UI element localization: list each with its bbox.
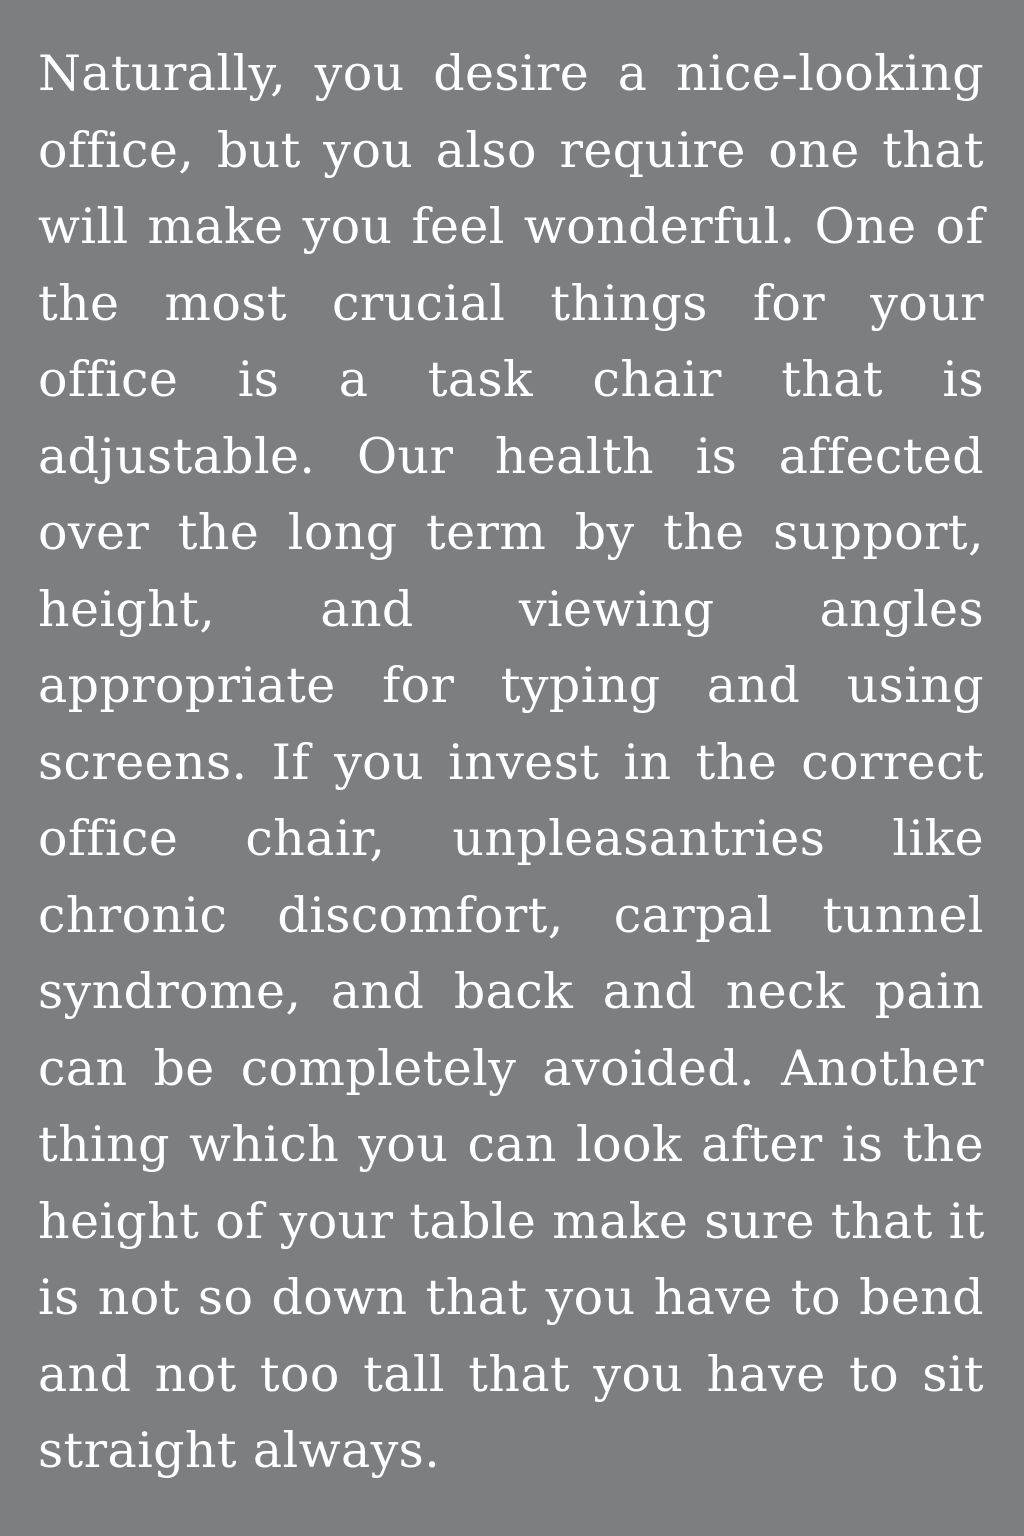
paragraph-line: over the long term by the support, <box>38 504 984 561</box>
paragraph-line: will make you feel wonderful. One of <box>38 198 984 255</box>
body-paragraph <box>38 36 984 1490</box>
paragraph-line: the most crucial things for your <box>38 274 984 332</box>
paragraph-line: Naturally, you desire a nice-looking <box>38 45 984 102</box>
paragraph-line: office, but you also require one that <box>38 121 984 179</box>
paragraph-line: height of your table make sure that it <box>38 1192 985 1250</box>
paragraph-line: screens. If you invest in the correct <box>38 733 984 791</box>
paragraph-line: chronic discomfort, carpal tunnel <box>38 886 984 944</box>
paragraph-line: syndrome, and back and neck pain <box>38 963 984 1020</box>
paragraph-line: thing which you can look after is the <box>38 1116 984 1173</box>
paragraph-line: office chair, unpleasantries like <box>38 810 984 867</box>
paragraph-line: straight always. <box>38 1422 441 1479</box>
paragraph-line: and not too tall that you have to sit <box>38 1345 984 1403</box>
paragraph-line: height, and viewing angles <box>38 580 984 638</box>
paragraph-line: office is a task chair that is <box>38 351 984 408</box>
paragraph-line: appropriate for typing and using <box>38 657 984 714</box>
paragraph-line: is not so down that you have to bend <box>38 1269 984 1326</box>
paragraph-line: adjustable. Our health is affected <box>38 427 984 485</box>
paragraph-line: can be completely avoided. Another <box>38 1039 984 1097</box>
